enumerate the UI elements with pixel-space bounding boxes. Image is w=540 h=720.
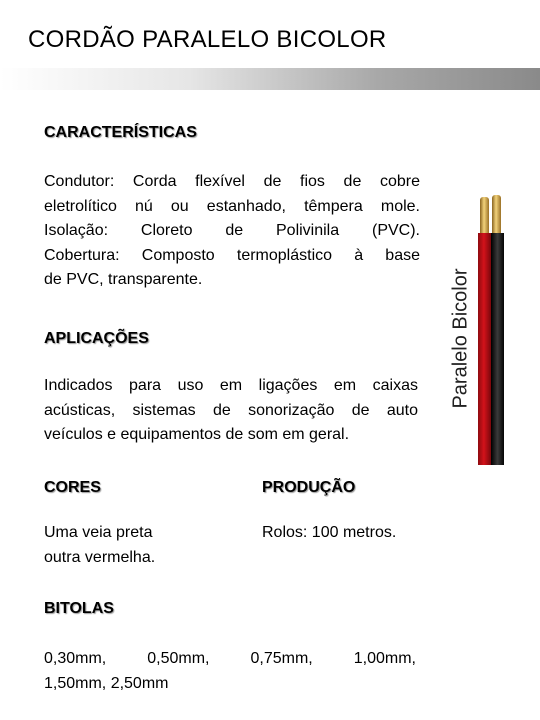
bitolas-line: 0,30mm, 0,50mm, 0,75mm, 1,00mm, <box>44 650 416 667</box>
heading-producao: PRODUÇÃO <box>262 479 356 496</box>
aplicacoes-text <box>44 374 418 448</box>
copper-conductor-right <box>492 195 501 237</box>
red-insulation <box>478 233 491 465</box>
black-insulation <box>491 233 504 465</box>
cores-text <box>44 521 244 570</box>
caracteristicas-line: Isolação: Cloreto de Polivinila (PVC). <box>44 222 420 239</box>
page-title: CORDÃO PARALELO BICOLOR <box>28 26 387 53</box>
caracteristicas-line: eletrolítico nú ou estanhado, têmpera mole. <box>44 197 420 215</box>
bitolas-text <box>44 647 416 696</box>
caracteristicas-line: Condutor: Corda flexível de fios de cobre <box>44 173 420 190</box>
cores-line: Uma veia preta <box>44 524 153 541</box>
caracteristicas-line: Cobertura: Composto termoplástico à base <box>44 246 420 264</box>
product-label <box>446 258 476 418</box>
aplicacoes-line: veículos e equipamentos de som em geral. <box>44 426 350 443</box>
copper-conductor-left <box>480 197 489 237</box>
product-label-text: Paralelo Bicolor <box>449 267 472 409</box>
aplicacoes-line: acústicas, sistemas de sonorização de auto <box>44 401 418 419</box>
bitolas-line: 1,50mm, 2,50mm <box>44 674 169 692</box>
title-gradient-bar <box>0 68 540 90</box>
caracteristicas-line: de PVC, transparente. <box>44 271 203 288</box>
heading-cores: CORES <box>44 479 101 496</box>
producao-text: Rolos: 100 metros. <box>262 524 397 541</box>
cable-image <box>478 193 504 465</box>
heading-aplicacoes: APLICAÇÕES <box>44 330 149 347</box>
cores-line: outra vermelha. <box>44 548 156 566</box>
heading-bitolas: BITOLAS <box>44 600 114 617</box>
aplicacoes-line: Indicados para uso em ligações em caixas <box>44 377 418 394</box>
caracteristicas-text <box>44 170 420 293</box>
heading-caracteristicas: CARACTERÍSTICAS <box>44 124 197 141</box>
